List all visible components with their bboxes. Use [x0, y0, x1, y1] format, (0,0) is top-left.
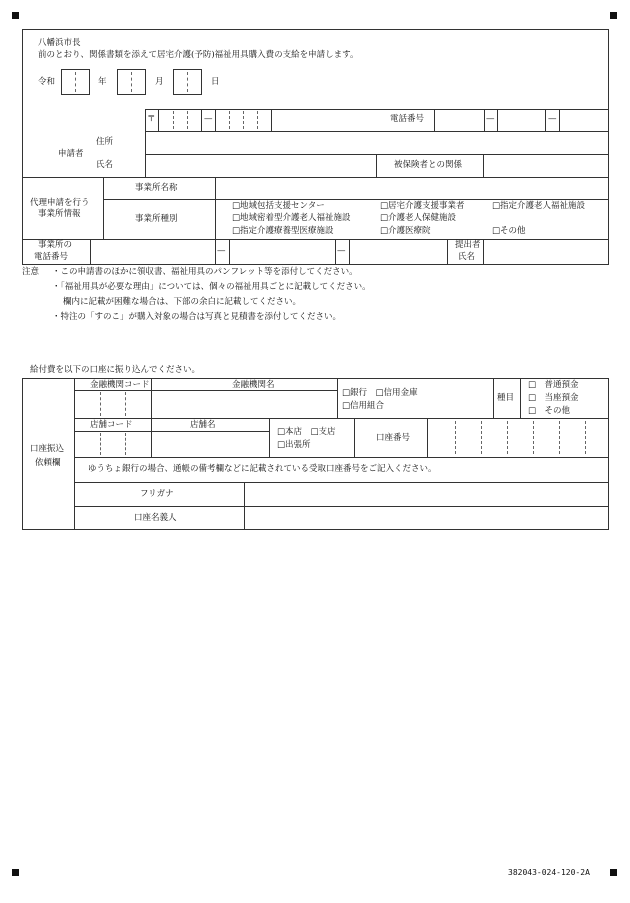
note-item: ・特注の「すのこ」が購入対象の場合は写真と見積書を添付してください。 [52, 312, 342, 322]
era-label: 令和 [38, 77, 56, 87]
submitter-label-2: 氏名 [458, 252, 476, 262]
addressee: 八幡浜市長 [38, 38, 81, 48]
office-type-option[interactable]: □介護医療院 [380, 226, 431, 236]
office-type-option[interactable]: □地域包括支援センター [232, 201, 325, 211]
bank-intro: 給付費を以下の口座に振り込んでください。 [30, 365, 201, 375]
furigana-label: フリガナ [140, 489, 174, 499]
year-label: 年 [98, 77, 107, 87]
applicant-address-label: 住所 [96, 137, 114, 147]
branch-kind-option[interactable]: □出張所 [277, 440, 311, 450]
account-type-option[interactable]: □ 普通預金 [528, 380, 579, 390]
registration-mark-bottom-left [12, 869, 19, 876]
account-number-label: 口座番号 [376, 433, 411, 443]
bank-name-label: 金融機関名 [232, 380, 275, 390]
office-type-option[interactable]: □その他 [492, 226, 526, 236]
account-type-option[interactable]: □ その他 [528, 406, 571, 416]
yucho-note: ゆうちょ銀行の場合、通帳の備考欄などに記載されている受取口座番号をご記入ください。 [88, 464, 437, 474]
bank-kind-option[interactable]: □銀行 □信用金庫 [342, 388, 418, 398]
submitter-label-1: 提出者 [455, 240, 481, 250]
registration-mark-bottom-right [610, 869, 617, 876]
registration-mark-top-right [610, 12, 617, 19]
bank-code-label: 金融機関コード [90, 380, 150, 390]
bank-section-label-2: 依頼欄 [35, 458, 61, 468]
note-item: ・この申請書のほかに領収書、福祉用具のパンフレット等を添付してください。 [52, 267, 358, 277]
relation-label: 被保険者との関係 [394, 160, 463, 170]
branch-code-label: 店舗コード [90, 420, 133, 430]
office-type-option[interactable]: □介護老人保健施設 [380, 213, 457, 223]
agent-section-label-2: 事業所情報 [38, 209, 81, 219]
applicant-section-label: 申請者 [58, 149, 84, 159]
registration-mark-top-left [12, 12, 19, 19]
office-type-option[interactable]: □指定介護療養型医療施設 [232, 226, 334, 236]
account-type-label: 種目 [497, 393, 515, 403]
office-type-option[interactable]: □指定介護老人福祉施設 [492, 201, 586, 211]
office-type-option[interactable]: □居宅介護支援事業者 [380, 201, 465, 211]
account-type-option[interactable]: □ 当座預金 [528, 393, 579, 403]
office-name-label: 事業所名称 [135, 183, 178, 193]
office-type-label: 事業所種別 [135, 214, 178, 224]
month-label: 月 [155, 77, 164, 87]
applicant-name-label: 氏名 [96, 160, 114, 170]
form-code: 382043-024-120-2A [508, 868, 590, 877]
agent-section-label-1: 代理申請を行う [30, 198, 90, 208]
office-phone-label-2: 電話番号 [34, 252, 69, 262]
branch-kind-option[interactable]: □本店 □支店 [277, 427, 336, 437]
bank-section-label-1: 口座振込 [30, 444, 65, 454]
account-holder-label: 口座名義人 [134, 513, 177, 523]
branch-name-label: 店舗名 [190, 420, 216, 430]
day-label: 日 [211, 77, 220, 87]
note-item: ・「福祉用具が必要な理由」については、個々の福祉用具ごとに記載してください。 [52, 282, 371, 292]
notes-heading: 注意 [22, 267, 40, 277]
note-item: 欄内に記載が困難な場合は、下部の余白に記載してください。 [63, 297, 302, 307]
bank-kind-option[interactable]: □信用組合 [342, 401, 385, 411]
office-phone-label-1: 事業所の [38, 240, 73, 250]
postal-mark: 〒 [147, 114, 156, 124]
request-statement: 前のとおり、関係書類を添えて居宅介護(予防)福祉用具購入費の支給を申請します。 [38, 50, 359, 60]
applicant-phone-label: 電話番号 [390, 114, 425, 124]
postal-dash: — [204, 114, 213, 124]
office-type-option[interactable]: □地域密着型介護老人福祉施設 [232, 213, 351, 223]
